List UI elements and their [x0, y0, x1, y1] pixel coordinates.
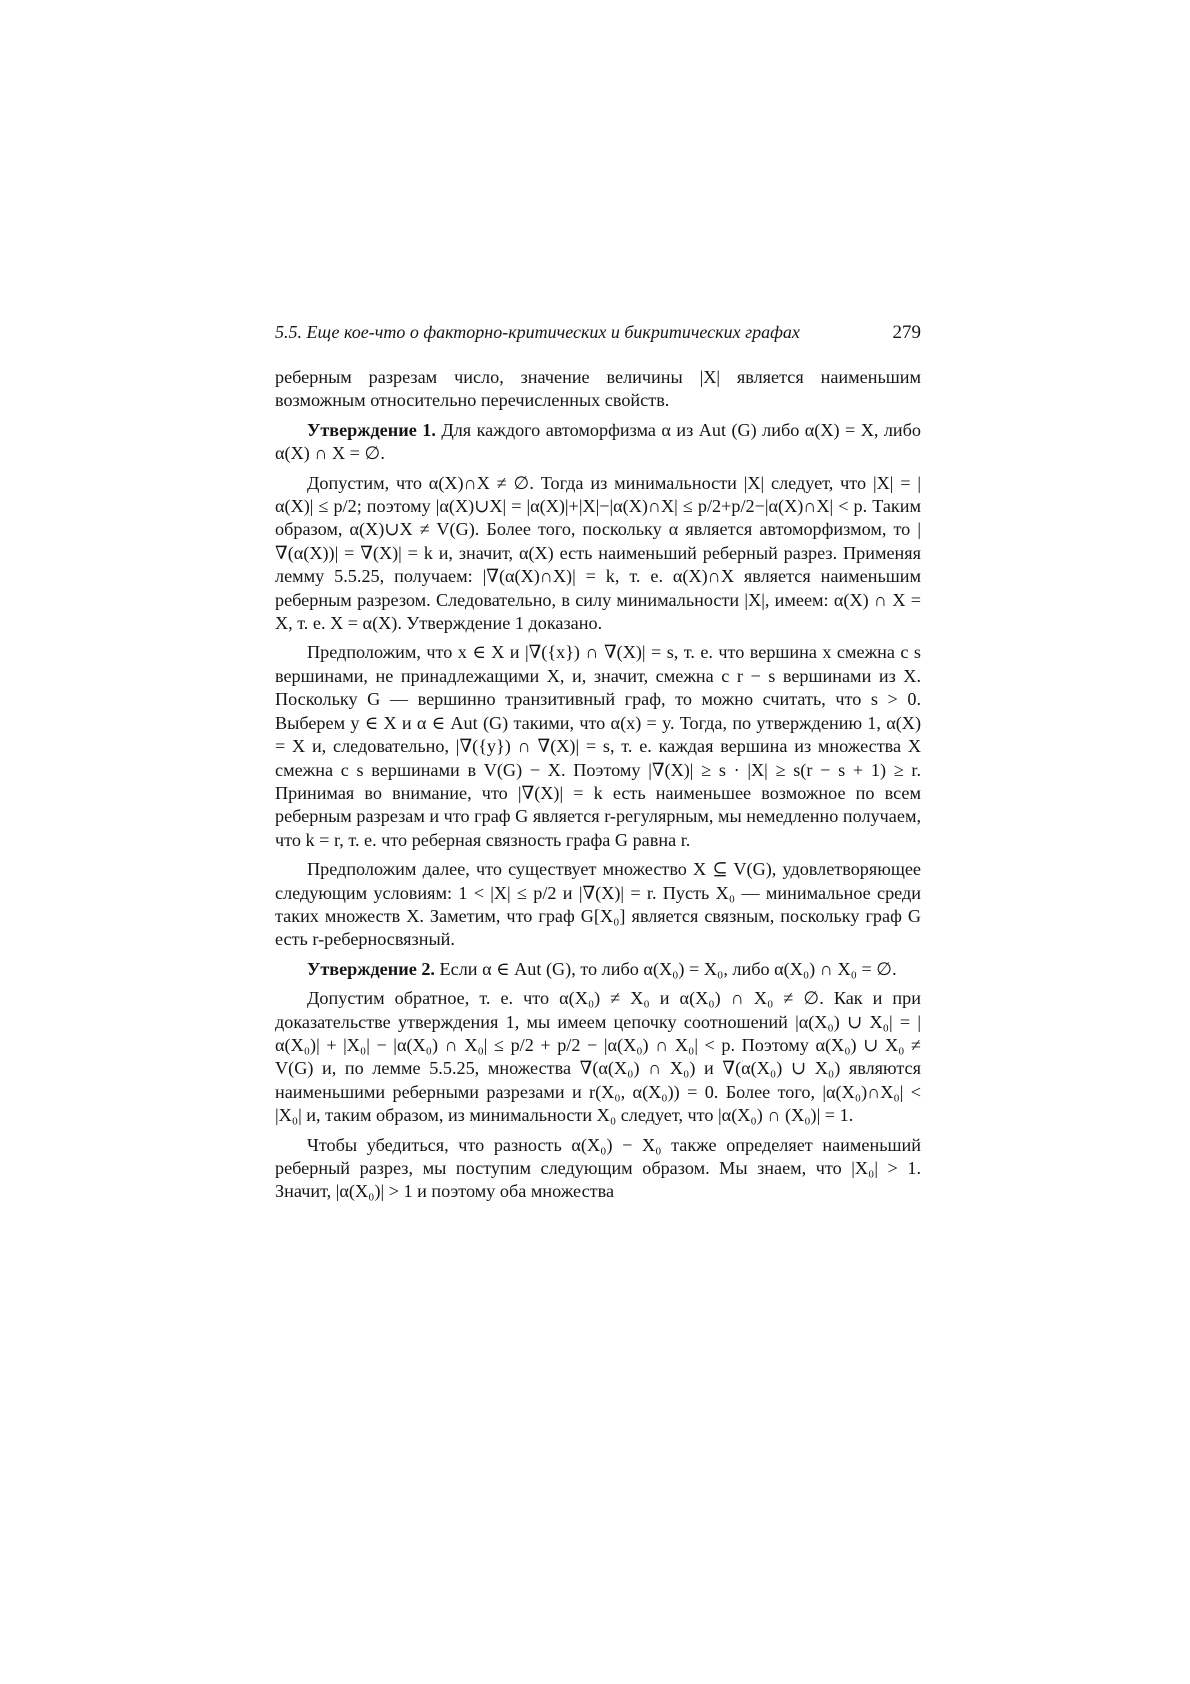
statement-1-heading: Утверждение 1. — [307, 419, 436, 440]
running-head-title: 5.5. Еще кое-что о факторно-критических и бикритических графах — [275, 322, 800, 342]
paragraph: реберным разрезам число, значение величины |X| является наименьшим возможным относительно перечисленных свойств. — [275, 367, 921, 411]
statement-2-heading: Утверждение 2. — [307, 958, 435, 979]
paragraph: Предположим, что x ∈ X и |∇({x}) ∩ ∇(X)| = s, т. е. что вершина x смежна с s вершинами, не принадлежащими X, и, значит, смежна с r − s вершинами из X. Поскольку G — вершинно транзитивный граф, то можно считать, что s > 0. Выберем y ∈ X и α ∈ Aut (G) такими, что α(x) = y. Тогда, по утверждению 1, α(X) = X и, следовательно, |∇({y}) ∩ ∇(X)| = s, т. е. каждая вершина из множества X смежна с s вершинами в V(G) − X. Поэтому |∇(X)| ≥ s · |X| ≥ s(r − s + 1) ≥ r. Принимая во внимание, что |∇(X)| = k есть наименьшее возможное по всем реберным разрезам и что граф G является r-регулярным, мы немедленно получаем, что k = r, т. е. что реберная связность графа G равна r. — [275, 642, 922, 850]
statement-2-paragraph: Утверждение 2. Если α ∈ Aut (G), то либо α(X₀) = X₀, либо α(X₀) ∩ X₀ = ∅. — [307, 958, 897, 979]
paragraph: Предположим далее, что существует множество X ⊆ V(G), удовлетворяющее следующим условиям: 1 < |X| ≤ p/2 и |∇(X)| = r. Пусть X₀ — минимальное среди таких множеств X. Заметим, что граф G[X₀] является связным, поскольку граф G есть r-реберносвязный. — [275, 859, 921, 950]
paragraph: Допустим обратное, т. е. что α(X₀) ≠ X₀ и α(X₀) ∩ X₀ ≠ ∅. Как и при доказательстве утверждения 1, мы имеем цепочку соотношений |α(X₀) ∪ X₀| = |α(X₀)| + |X₀| − |α(X₀) ∩ X₀| ≤ p/2 + p/2 − |α(X₀) ∩ X₀| < p. Поэтому α(X₀) ∪ X₀ ≠ V(G) и, по лемме 5.5.25, множества ∇(α(X₀) ∩ X₀) и ∇(α(X₀) ∪ X₀) являются наименьшими реберными разрезами и r(X₀, α(X₀)) = 0. Более того, |α(X₀)∩X₀| < |X₀| и, таким образом, из минимальности X₀ следует, что |α(X₀) ∩ (X₀)| = 1. — [275, 988, 921, 1126]
running-header — [275, 322, 921, 344]
paragraph: Чтобы убедиться, что разность α(X₀) − X₀ также определяет наименьший реберный разрез, мы поступим следующим образом. Мы знаем, что |X₀| > 1. Значит, |α(X₀)| > 1 и поэтому оба множества — [275, 1134, 921, 1202]
body-text — [275, 366, 921, 1204]
paragraph: Допустим, что α(X)∩X ≠ ∅. Тогда из минимальности |X| следует, что |X| = |α(X)| ≤ p/2; поэтому |α(X)∪X| = |α(X)|+|X|−|α(X)∩X| ≤ p/2+p/2−|α(X)∩X| < p. Таким образом, α(X)∪X ≠ V(G). Более того, поскольку α является автоморфизмом, то |∇(α(X))| = ∇(X)| = k и, значит, α(X) есть наименьший реберный разрез. Применяя лемму 5.5.25, получаем: |∇(α(X)∩X)| = k, т. е. α(X)∩X является наименьшим реберным разрезом. Следовательно, в силу минимальности |X|, имеем: α(X) ∩ X = X, т. е. X = α(X). Утверждение 1 доказано. — [275, 472, 921, 634]
book-page — [275, 322, 921, 1204]
statement-1-paragraph: Утверждение 1. Для каждого автоморфизма α из Aut (G) либо α(X) = X, либо α(X) ∩ X = ∅. — [275, 419, 921, 464]
page-number: 279 — [892, 322, 921, 343]
